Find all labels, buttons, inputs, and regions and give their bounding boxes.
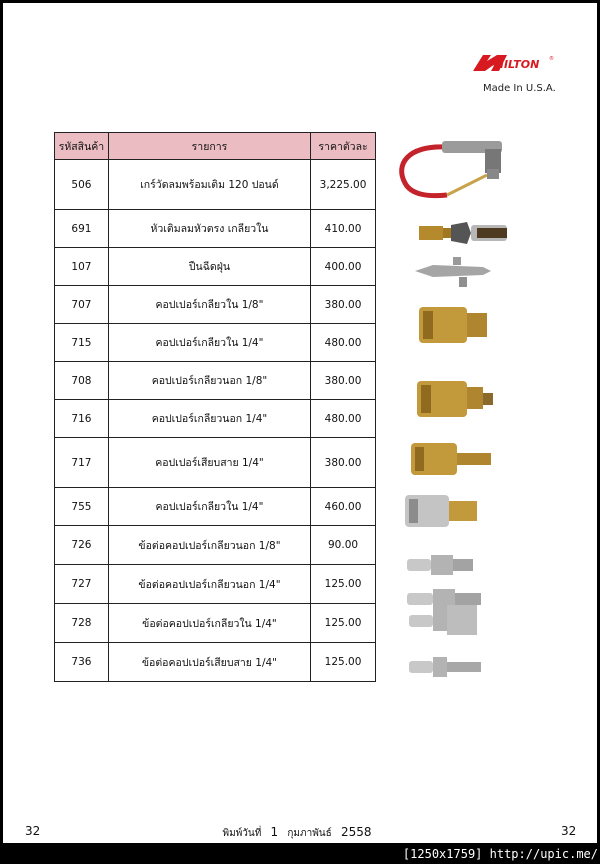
table-row: [55, 604, 376, 643]
cell-code: 727: [55, 565, 109, 604]
coupler-707-image: [415, 303, 491, 347]
plug-736-image: [407, 655, 487, 681]
svg-text:®: ®: [549, 56, 554, 62]
cell-item: คอปเปอร์เกลียวใน 1/4": [108, 324, 310, 362]
cell-item: คอปเปอร์เสียบสาย 1/4": [108, 438, 310, 488]
tire-gauge-image: [397, 135, 537, 205]
cell-code: 707: [55, 286, 109, 324]
cell-price: 3,225.00: [311, 160, 376, 210]
cell-price: 125.00: [311, 565, 376, 604]
cell-price: 400.00: [311, 248, 376, 286]
cell-item: เกร์วัดลมพร้อมเติม 120 ปอนด์: [108, 160, 310, 210]
air-chuck-image: [417, 219, 517, 247]
cell-code: 736: [55, 643, 109, 682]
catalog-page: [3, 3, 597, 843]
plug-726-image: [405, 551, 485, 579]
table-row: [55, 643, 376, 682]
cell-item: คอปเปอร์เกลียวนอก 1/4": [108, 400, 310, 438]
made-in-label: Made In U.S.A.: [483, 83, 556, 94]
cell-price: 480.00: [311, 400, 376, 438]
cell-code: 708: [55, 362, 109, 400]
table-row: [55, 565, 376, 604]
watermark: [1250x1759] http://upic.me/: [402, 847, 598, 861]
table-row: [55, 160, 376, 210]
cell-code: 715: [55, 324, 109, 362]
cell-price: 125.00: [311, 604, 376, 643]
cell-price: 380.00: [311, 362, 376, 400]
blow-gun-image: [413, 255, 495, 289]
coupler-755-image: [403, 491, 489, 531]
cell-code: 107: [55, 248, 109, 286]
cell-code: 755: [55, 488, 109, 526]
milton-logo: [469, 51, 555, 75]
table-row: [55, 248, 376, 286]
cell-price: 380.00: [311, 286, 376, 324]
print-date-label: พิมพ์วันที่: [222, 828, 262, 839]
plug-728-image: [407, 601, 483, 641]
print-date-day: 1: [270, 825, 279, 839]
cell-item: คอปเปอร์เกลียวนอก 1/8": [108, 362, 310, 400]
print-date-year: 2558: [340, 825, 372, 839]
cell-item: คอปเปอร์เกลียวใน 1/4": [108, 488, 310, 526]
cell-item: ปืนฉีดฝุ่น: [108, 248, 310, 286]
table-row: [55, 400, 376, 438]
print-date-month: กุมภาพันธ์: [287, 828, 332, 839]
table-row: [55, 438, 376, 488]
table-row: [55, 526, 376, 565]
cell-price: 125.00: [311, 643, 376, 682]
coupler-708-image: [415, 377, 497, 421]
cell-code: 717: [55, 438, 109, 488]
svg-text:MILTON: MILTON: [493, 58, 540, 71]
page-number-left: 32: [25, 824, 41, 838]
table-row: [55, 362, 376, 400]
page-number-right: 32: [561, 824, 577, 838]
cell-item: ข้อต่อคอปเปอร์เกลียวนอก 1/4": [108, 565, 310, 604]
table-row: [55, 488, 376, 526]
coupler-717-image: [407, 441, 493, 477]
header-code: รหัสสินค้า: [55, 133, 109, 160]
cell-item: คอปเปอร์เกลียวใน 1/8": [108, 286, 310, 324]
cell-item: ข้อต่อคอปเปอร์เกลียวใน 1/4": [108, 604, 310, 643]
cell-price: 90.00: [311, 526, 376, 565]
cell-code: 691: [55, 210, 109, 248]
cell-item: ข้อต่อคอปเปอร์เสียบสาย 1/4": [108, 643, 310, 682]
cell-price: 380.00: [311, 438, 376, 488]
table-row: [55, 210, 376, 248]
cell-code: 726: [55, 526, 109, 565]
table-header-row: [55, 133, 376, 160]
cell-code: 728: [55, 604, 109, 643]
cell-price: 410.00: [311, 210, 376, 248]
cell-price: 460.00: [311, 488, 376, 526]
table-row: [55, 286, 376, 324]
cell-code: 716: [55, 400, 109, 438]
cell-price: 480.00: [311, 324, 376, 362]
table-row: [55, 324, 376, 362]
header-price: ราคาตัวละ: [311, 133, 376, 160]
cell-code: 506: [55, 160, 109, 210]
print-date: [3, 825, 597, 841]
price-table: [54, 132, 376, 682]
cell-item: ข้อต่อคอปเปอร์เกลียวนอก 1/8": [108, 526, 310, 565]
cell-item: หัวเติมลมหัวตรง เกลียวใน: [108, 210, 310, 248]
header-item: รายการ: [108, 133, 310, 160]
